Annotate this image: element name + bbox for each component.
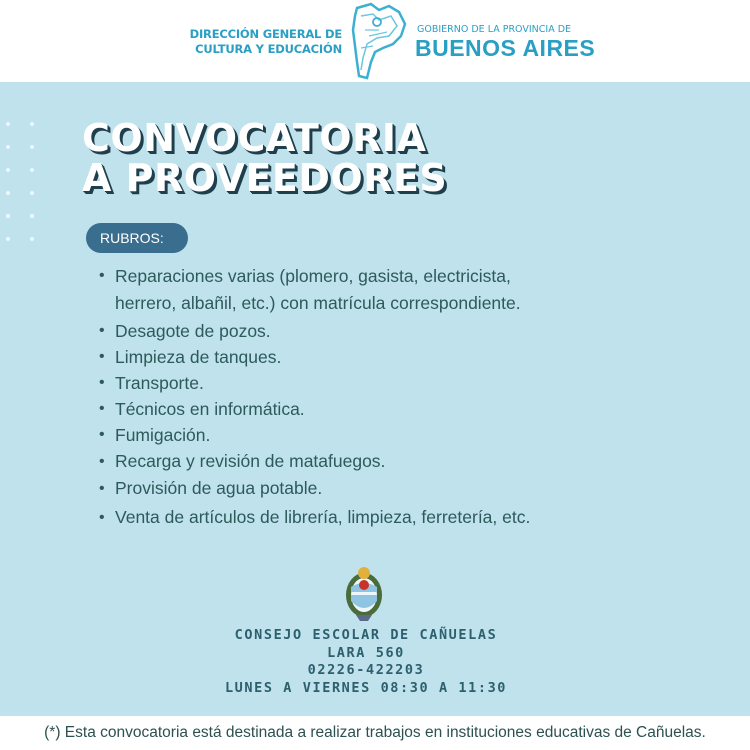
- argentina-coat-of-arms-icon: [340, 565, 388, 623]
- list-item-text: herrero, albañil, etc.) con matrícula correspondiente.: [115, 293, 521, 313]
- list-item: [99, 422, 659, 448]
- list-item: [99, 502, 659, 533]
- list-item: [99, 475, 659, 502]
- dot: [30, 237, 34, 241]
- bullet-icon: •: [99, 480, 105, 497]
- bullet-icon: •: [99, 267, 105, 284]
- bullet-icon: •: [99, 348, 105, 365]
- gob-small-text: GOBIERNO DE LA PROVINCIA DE: [417, 24, 572, 35]
- header: [0, 0, 750, 82]
- dot: [6, 168, 10, 172]
- footnote: (*) Esta convocatoria está destinada a realizar trabajos en instituciones educativas de Cañuelas.: [0, 716, 750, 750]
- list-item: [99, 344, 659, 370]
- bullet-icon: •: [99, 400, 105, 417]
- rubros-badge: RUBROS:: [86, 223, 188, 253]
- dot: [30, 145, 34, 149]
- dot: [6, 122, 10, 126]
- list-item-text: Desagote de pozos.: [115, 321, 271, 341]
- list-item-text: Técnicos en informática.: [115, 399, 305, 419]
- page-title: [82, 118, 447, 198]
- hours: LUNES A VIERNES 08:30 A 11:30: [224, 679, 508, 696]
- list-item-text: Transporte.: [115, 373, 204, 393]
- title-line-2: A PROVEEDORES: [82, 156, 448, 200]
- dot: [6, 191, 10, 195]
- dgce-line-1: DIRECCIÓN GENERAL DE: [189, 27, 342, 41]
- gob-big-text: BUENOS AIRES: [415, 35, 596, 61]
- dot: [6, 237, 10, 241]
- rubros-list: [99, 263, 659, 533]
- list-item: [99, 448, 659, 475]
- list-item-text: Venta de artículos de librería, limpieza, ferretería, etc.: [115, 507, 531, 527]
- bullet-icon: •: [99, 426, 105, 443]
- list-item: [99, 396, 659, 422]
- list-item: [99, 370, 659, 396]
- buenos-aires-province-map-icon: [349, 2, 409, 80]
- dot: [6, 214, 10, 218]
- main-panel: [0, 82, 750, 716]
- dot: [30, 191, 34, 195]
- bullet-icon: •: [99, 509, 105, 526]
- dot: [30, 168, 34, 172]
- list-item-text: Limpieza de tanques.: [115, 347, 282, 367]
- dot: [30, 122, 34, 126]
- dgce-logo-text: [178, 27, 342, 57]
- list-item: [99, 318, 659, 344]
- list-item-text: Fumigación.: [115, 425, 211, 445]
- list-item-text: Provisión de agua potable.: [115, 478, 323, 498]
- address: LARA 560: [327, 644, 405, 661]
- contact-block: [0, 627, 732, 697]
- title-line-1: CONVOCATORIA: [82, 116, 427, 160]
- bullet-icon: •: [99, 322, 105, 339]
- dgce-line-2: CULTURA Y EDUCACIÓN: [195, 42, 342, 56]
- bullet-icon: •: [99, 453, 105, 470]
- list-item-text: Reparaciones varias (plomero, gasista, electricista,: [115, 266, 511, 286]
- list-item: [99, 263, 659, 318]
- bullet-icon: •: [99, 374, 105, 391]
- phone: 02226-422203: [307, 662, 425, 678]
- dot: [6, 145, 10, 149]
- org-name: CONSEJO ESCOLAR DE CAÑUELAS: [234, 627, 498, 643]
- decorative-dot-grid: [6, 122, 46, 252]
- dot: [30, 214, 34, 218]
- list-item-text: Recarga y revisión de matafuegos.: [115, 451, 386, 471]
